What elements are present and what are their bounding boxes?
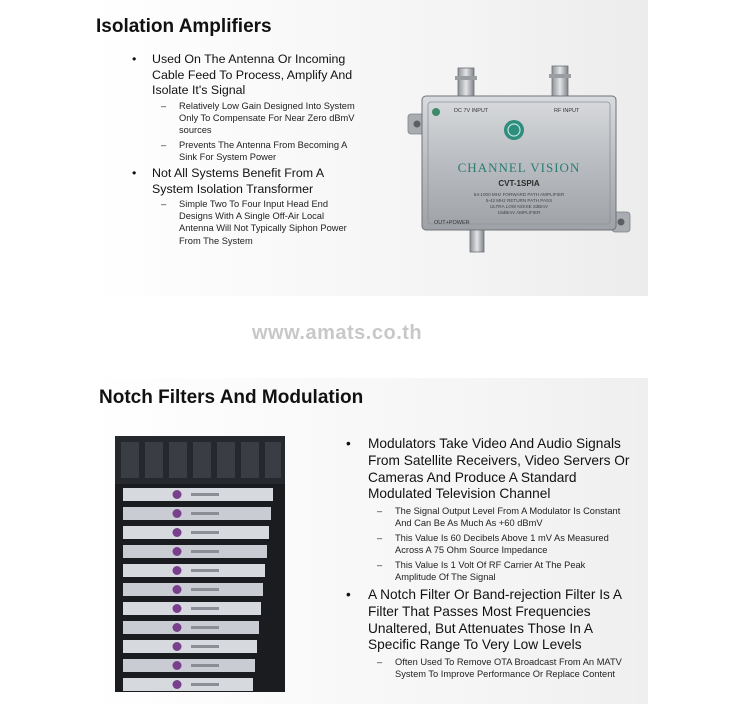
modulator-unit xyxy=(123,640,257,653)
dash-icon: – xyxy=(161,140,167,150)
slide2-bullet-1 xyxy=(346,436,636,503)
dash-icon: – xyxy=(377,560,383,570)
modulator-display xyxy=(191,512,219,515)
modulator-display xyxy=(191,626,219,629)
slide1-sub-2-1 xyxy=(161,198,354,247)
isolation-amplifier-image xyxy=(406,62,632,264)
bullet-icon: • xyxy=(346,436,351,451)
slide2-sub-2-1-text: Often Used To Remove OTA Broadcast From An MATV System To Improve Performance Or Replace Content xyxy=(395,657,622,680)
dash-icon: – xyxy=(377,533,383,543)
modulator-display xyxy=(191,569,219,572)
slide2-sub-1-3 xyxy=(377,559,620,583)
modulator-knob-icon xyxy=(173,585,182,594)
modulator-display xyxy=(191,550,219,553)
bullet-icon: • xyxy=(132,52,137,66)
slide2-sub-1-1 xyxy=(377,505,635,529)
dash-icon: – xyxy=(161,101,167,111)
modulator-display xyxy=(191,664,219,667)
slide2-sub-1-1-text: The Signal Output Level From A Modulator Is Constant And Can Be As Much As +60 dBmV xyxy=(395,506,621,529)
device-spec-1: 54-1000 MHz FORWARD PATH AMPLIFIER xyxy=(473,192,565,197)
amplifier-drawing xyxy=(406,62,632,264)
dash-icon: – xyxy=(377,506,383,516)
slide1-bullet-2-text: Not All Systems Benefit From A System Isolation Transformer xyxy=(152,166,324,196)
rack-drawing xyxy=(115,436,285,692)
device-power-label: DC 7V INPUT xyxy=(454,108,489,114)
watermark: www.amats.co.th xyxy=(252,322,423,344)
device-out-label: OUT+POWER xyxy=(434,220,470,226)
modulator-display xyxy=(191,683,219,686)
modulator-knob-icon xyxy=(173,547,182,556)
modulator-knob-icon xyxy=(173,509,182,518)
modulator-display xyxy=(191,645,219,648)
modulator-knob-icon xyxy=(173,490,182,499)
slide2-sub-1-2-text: This Value Is 60 Decibels Above 1 mV As Measured Across A 75 Ohm Source Impedance xyxy=(395,533,609,556)
modulator-knob-icon xyxy=(173,680,182,689)
modulator-display xyxy=(191,588,219,591)
slide2-bullet-2-text: A Notch Filter Or Band-rejection Filter Is A Filter That Passes Most Frequencies Unaltered, But Attenuates Those In A Specific Range To Very Low Levels xyxy=(368,587,622,653)
device-rf-label: RF INPUT xyxy=(554,108,580,114)
modulator-knob-icon xyxy=(173,604,182,613)
slide2-sub-2-1 xyxy=(377,656,635,680)
modulator-knob-icon xyxy=(173,661,182,670)
device-spec-3: ULTRA LOW NOISE 2dBmV xyxy=(489,204,549,209)
slide1-bullet-1-text: Used On The Antenna Or Incoming Cable Feed To Process, Amplify And Isolate It's Signal xyxy=(152,52,353,97)
slide1-title: Isolation Amplifiers xyxy=(96,16,272,37)
modulator-rack-image xyxy=(115,436,285,692)
modulator-display xyxy=(191,607,219,610)
slide1-bullet-1 xyxy=(132,52,364,99)
bullet-icon: • xyxy=(132,166,137,180)
modulator-knob-icon xyxy=(173,623,182,632)
modulator-unit xyxy=(123,678,253,691)
device-model: CVT-1SPIA xyxy=(498,179,540,188)
slide1-sub-1-2-text: Prevents The Antenna From Becoming A Sink For System Power xyxy=(179,140,347,163)
modulator-knob-icon xyxy=(173,642,182,651)
modulator-unit xyxy=(123,659,255,672)
slide2-sub-1-3-text: This Value Is 1 Volt Of RF Carrier At The Peak Amplitude Of The Signal xyxy=(395,560,586,583)
slide2-bullet-2 xyxy=(346,587,636,654)
device-spec-2: 5-42 MHz RETURN PATH PASS xyxy=(485,198,553,203)
modulator-knob-icon xyxy=(173,528,182,537)
slide2-title: Notch Filters And Modulation xyxy=(99,387,364,408)
slide1-sub-1-1 xyxy=(161,100,359,137)
device-spec-4: 15dBmV AMPLIFIER xyxy=(497,210,541,215)
bullet-icon: • xyxy=(346,587,351,602)
dash-icon: – xyxy=(161,199,167,209)
modulator-display xyxy=(191,493,219,496)
device-brand: CHANNEL VISION xyxy=(457,160,581,175)
slide2-bullet-1-text: Modulators Take Video And Audio Signals From Satellite Receivers, Video Servers Or Cameras And Produce A Standard Modulated Television Channel xyxy=(368,436,630,502)
modulator-knob-icon xyxy=(173,566,182,575)
dash-icon: – xyxy=(377,657,383,667)
slide1-sub-2-1-text: Simple Two To Four Input Head End Designs With A Single Off-Air Local Antenna Will Not Typically Siphon Power From The System xyxy=(179,199,347,246)
slide1-sub-1-2 xyxy=(161,139,359,163)
modulator-display xyxy=(191,531,219,534)
slide2-sub-1-2 xyxy=(377,532,635,556)
slide1-bullet-2 xyxy=(132,166,352,197)
slide1-sub-1-1-text: Relatively Low Gain Designed Into System Only To Compensate For Near Zero dBmV sources xyxy=(179,101,355,136)
